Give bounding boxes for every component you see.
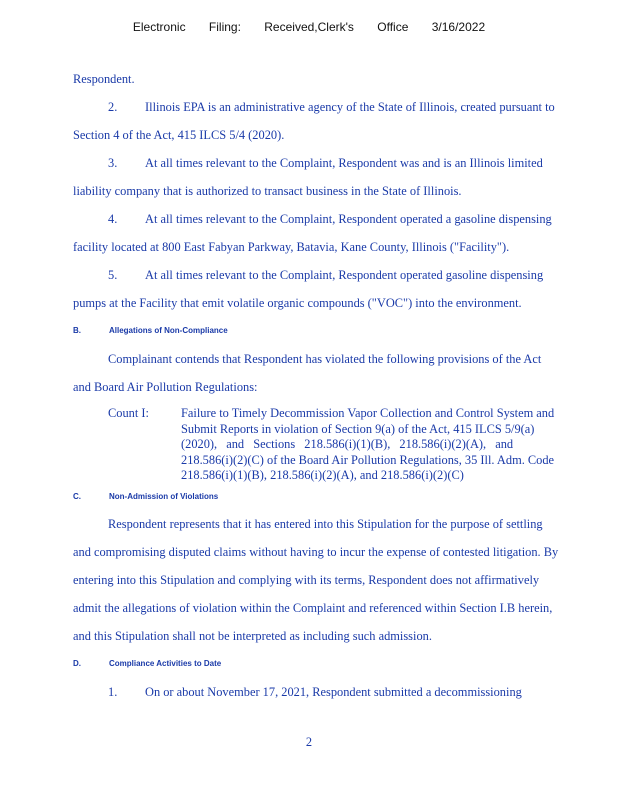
paragraph-4 xyxy=(108,212,552,227)
count-line: 218.586(i)(1)(B), 218.586(i)(2)(A), and 218.586(i)(2)(C) xyxy=(181,468,464,482)
body-line: At all times relevant to the Complaint, Respondent was and is an Illinois limited xyxy=(145,156,543,170)
body-line: and Board Air Pollution Regulations: xyxy=(73,380,258,394)
count-line: 218.586(i)(2)(C) of the Board Air Pollution Regulations, 35 Ill. Adm. Code xyxy=(181,452,555,467)
body-line: Complainant contends that Respondent has violated the following provisions of the Act xyxy=(108,352,542,366)
paragraph-number: 3. xyxy=(108,156,118,170)
body-line: admit the allegations of violation within the Complaint and referenced within Section I.B herein, xyxy=(73,601,553,615)
paragraph-number: 2. xyxy=(108,100,118,114)
body-line: and this Stipulation shall not be interpreted as including such admission. xyxy=(73,629,432,643)
header-office: Office xyxy=(377,20,409,34)
header-electronic: Electronic xyxy=(132,20,186,34)
section-heading-c xyxy=(73,492,218,501)
section-heading-b xyxy=(73,326,228,335)
count-label: Count I: xyxy=(108,406,149,420)
body-line: Section 4 of the Act, 415 ILCS 5/4 (2020). xyxy=(73,128,285,142)
header-date: 3/16/2022 xyxy=(431,20,486,34)
paragraph-d1 xyxy=(108,685,522,700)
page-number: 2 xyxy=(305,735,313,749)
body-line: At all times relevant to the Complaint, Respondent operated gasoline dispensing xyxy=(145,268,544,282)
section-title: Compliance Activities to Date xyxy=(109,659,222,668)
body-line: At all times relevant to the Complaint, Respondent operated a gasoline dispensing xyxy=(145,212,552,226)
paragraph-number: 1. xyxy=(108,685,118,699)
section-title: Allegations of Non-Compliance xyxy=(109,326,228,335)
section-title: Non-Admission of Violations xyxy=(109,492,219,501)
body-line: entering into this Stipulation and complying with its terms, Respondent does not affirmatively xyxy=(73,573,540,587)
count-line: Submit Reports in violation of Section 9(a) of the Act, 415 ILCS 5/9(a) xyxy=(181,421,535,436)
count-line: (2020), and Sections 218.586(i)(1)(B), 218.586(i)(2)(A), and xyxy=(181,437,514,451)
body-line: and compromising disputed claims without having to incur the expense of contested litigation. By xyxy=(73,545,559,559)
section-letter: D. xyxy=(73,659,81,668)
body-line: liability company that is authorized to transact business in the State of Illinois. xyxy=(73,184,462,198)
body-line: On or about November 17, 2021, Respondent submitted a decommissioning xyxy=(145,685,522,699)
body-line: Illinois EPA is an administrative agency of the State of Illinois, created pursuant to xyxy=(145,100,555,114)
paragraph-number: 4. xyxy=(108,212,118,226)
body-line: facility located at 800 East Fabyan Parkway, Batavia, Kane County, Illinois ("Facility"). xyxy=(73,240,510,254)
filing-header xyxy=(0,20,618,34)
body-line: Respondent. xyxy=(73,72,135,86)
section-letter: C. xyxy=(73,492,81,501)
paragraph-2 xyxy=(108,100,555,115)
body-line: pumps at the Facility that emit volatile organic compounds ("VOC") into the environment. xyxy=(73,296,522,310)
count-line: Failure to Timely Decommission Vapor Collection and Control System and xyxy=(181,406,555,420)
header-received: Received,Clerk's xyxy=(264,20,354,34)
section-letter: B. xyxy=(73,326,81,335)
paragraph-5 xyxy=(108,268,543,283)
header-filing: Filing: xyxy=(208,20,241,34)
paragraph-3 xyxy=(108,156,543,171)
body-line: Respondent represents that it has entered into this Stipulation for the purpose of settling xyxy=(108,517,543,531)
paragraph-number: 5. xyxy=(108,268,118,282)
count-description xyxy=(181,406,601,484)
section-heading-d xyxy=(73,659,221,668)
